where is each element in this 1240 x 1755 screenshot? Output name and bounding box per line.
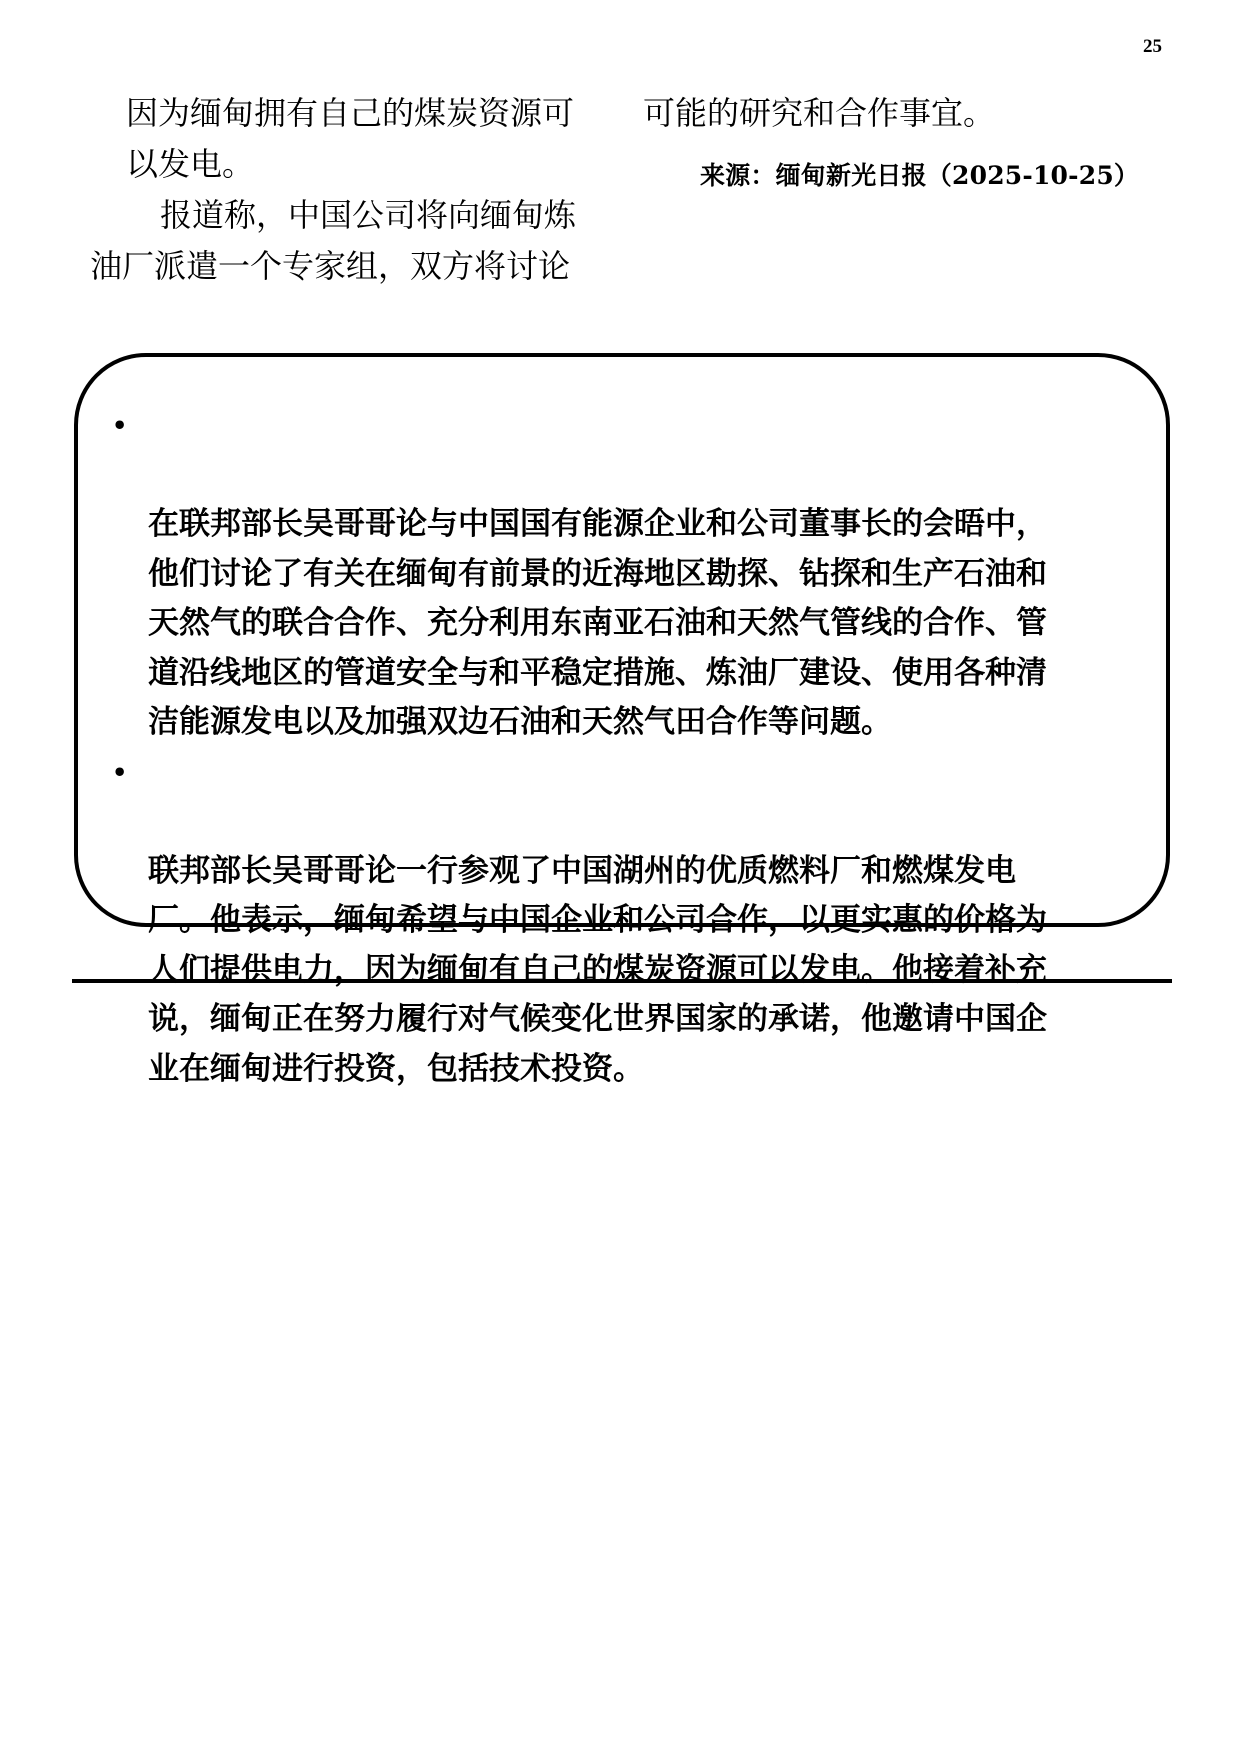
paragraph-line: 可能的研究和合作事宜。	[643, 94, 996, 132]
highlight-text: 在联邦部长吴哥哥论与中国国有能源企业和公司董事长的会晤中， 他们讨论了有关在缅甸有前景的近海地区勘探、钻探和生产石油和 天然气的联合合作、充分利用东南亚石油和天然气管线的合作、管 道沿线地区的管道安全与和平稳定措施、炼油厂建设、使用各种清 洁能源发电以及加强双边石油和天然气田合作等问题。	[148, 506, 1047, 740]
section-divider	[72, 979, 1172, 983]
bullet-icon: •	[112, 411, 128, 440]
highlight-item	[112, 401, 1158, 748]
article-left-column	[90, 88, 610, 292]
article-right-column	[643, 88, 1183, 196]
highlight-text: 联邦部长吴哥哥论一行参观了中国湖州的优质燃料厂和燃煤发电 厂。他表示，缅甸希望与中国企业和公司合作，以更实惠的价格为 人们提供电力，因为缅甸有自己的煤炭资源可以发电。他接着补充 说，缅甸正在努力履行对气候变化世界国家的承诺，他邀请中国企 业在缅甸进行投资，包括技术投资。	[148, 852, 1047, 1087]
paragraph-line: 因为缅甸拥有自己的煤炭资源可	[126, 94, 575, 132]
paragraph-line: 报道称，中国公司将向缅甸炼	[128, 196, 577, 234]
page-number: 25	[1143, 36, 1162, 57]
highlight-box	[74, 353, 1170, 1087]
highlight-list	[112, 401, 1158, 1094]
paragraph-line: 以发电。	[126, 145, 255, 183]
bullet-icon: •	[112, 757, 128, 787]
source-citation: 来源：缅甸新光日报（2025-10-25）	[700, 161, 1140, 190]
paragraph-line: 油厂派遣一个专家组，双方将讨论	[90, 247, 571, 285]
highlight-item	[112, 748, 1158, 1095]
